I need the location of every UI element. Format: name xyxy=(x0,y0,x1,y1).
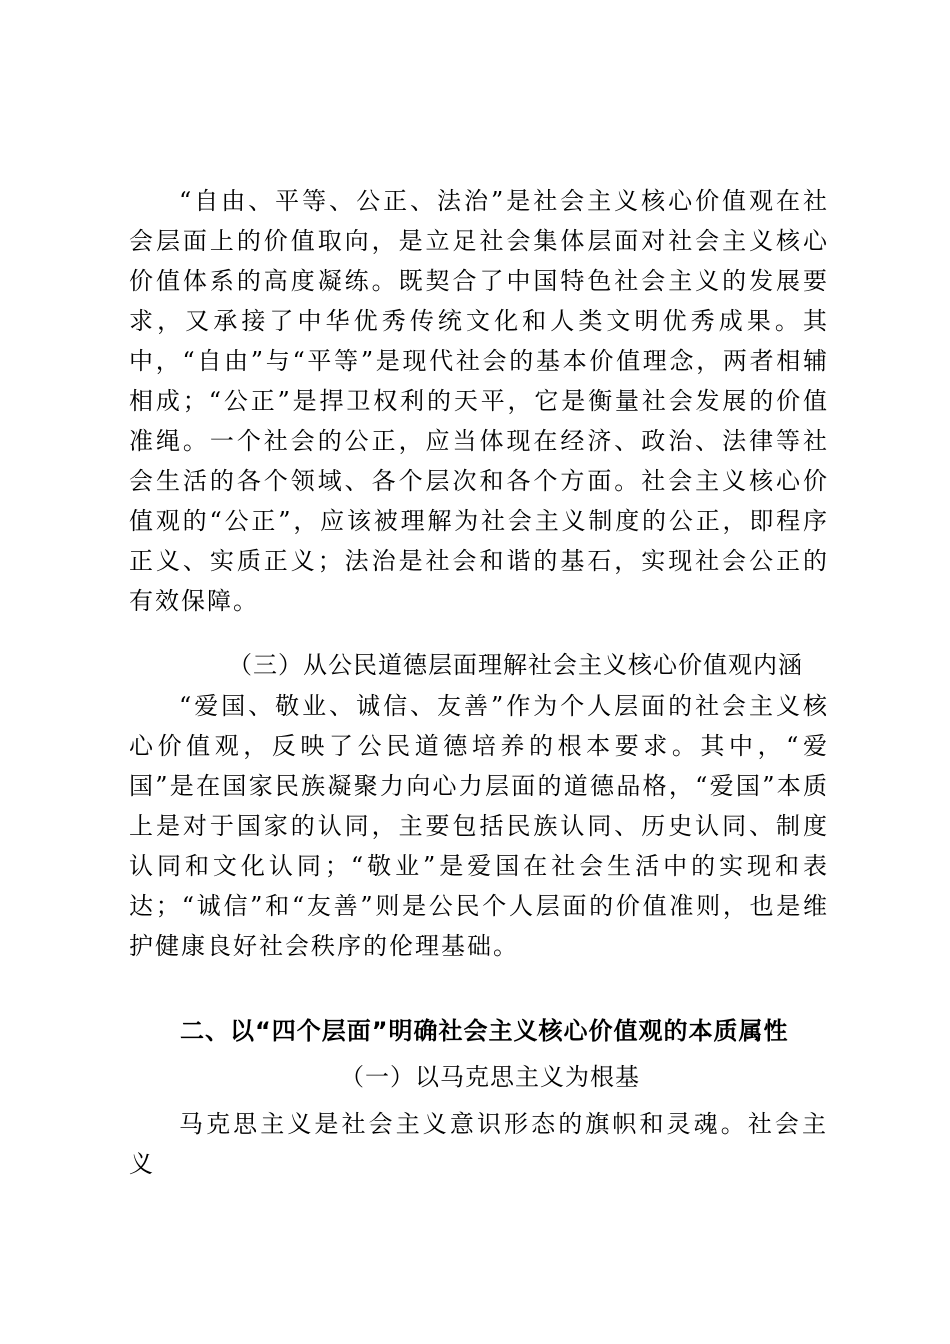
section-heading-four-levels: 二、以“四个层面”明确社会主义核心价值观的本质属性 xyxy=(180,1017,789,1045)
paragraph-freedom-equality: “自由、平等、公正、法治”是社会主义核心价值观在社会层面上的价值取向，是立足社会集体层面对社会主义核心价值体系的高度凝练。既契合了中国特色社会主义的发展要求，又承接了中华优秀传统文化和人类文明优秀成果。其中，“自由”与“平等”是现代社会的基本价值理念，两者相辅相成；“公正”是捍卫权利的天平，它是衡量社会发展的价值准绳。一个社会的公正，应当体现在经济、政治、法律等社会生活的各个领域、各个层次和各个方面。社会主义核心价值观的“公正”，应该被理解为社会主义制度的公正，即程序正义、实质正义；法治是社会和谐的基石，实现社会公正的有效保障。 xyxy=(129,187,829,615)
paragraph-marxism: 马克思主义是社会主义意识形态的旗帜和灵魂。社会主义 xyxy=(129,1110,829,1178)
paragraph-patriotism: “爱国、敬业、诚信、友善”作为个人层面的社会主义核心价值观，反映了公民道德培养的根本要求。其中，“爱国”是在国家民族凝聚力向心力层面的道德品格，“爱国”本质上是对于国家的认同，主要包括民族认同、历史认同、制度认同和文化认同；“敬业”是爱国在社会生活中的实现和表达；“诚信”和“友善”则是公民个人层面的价值准则，也是维护健康良好社会秩序的伦理基础。 xyxy=(129,692,829,960)
subheading-marxism-foundation: （一）以马克思主义为根基 xyxy=(340,1063,640,1091)
subheading-citizen-morality: （三）从公民道德层面理解社会主义核心价值观内涵 xyxy=(228,651,803,679)
